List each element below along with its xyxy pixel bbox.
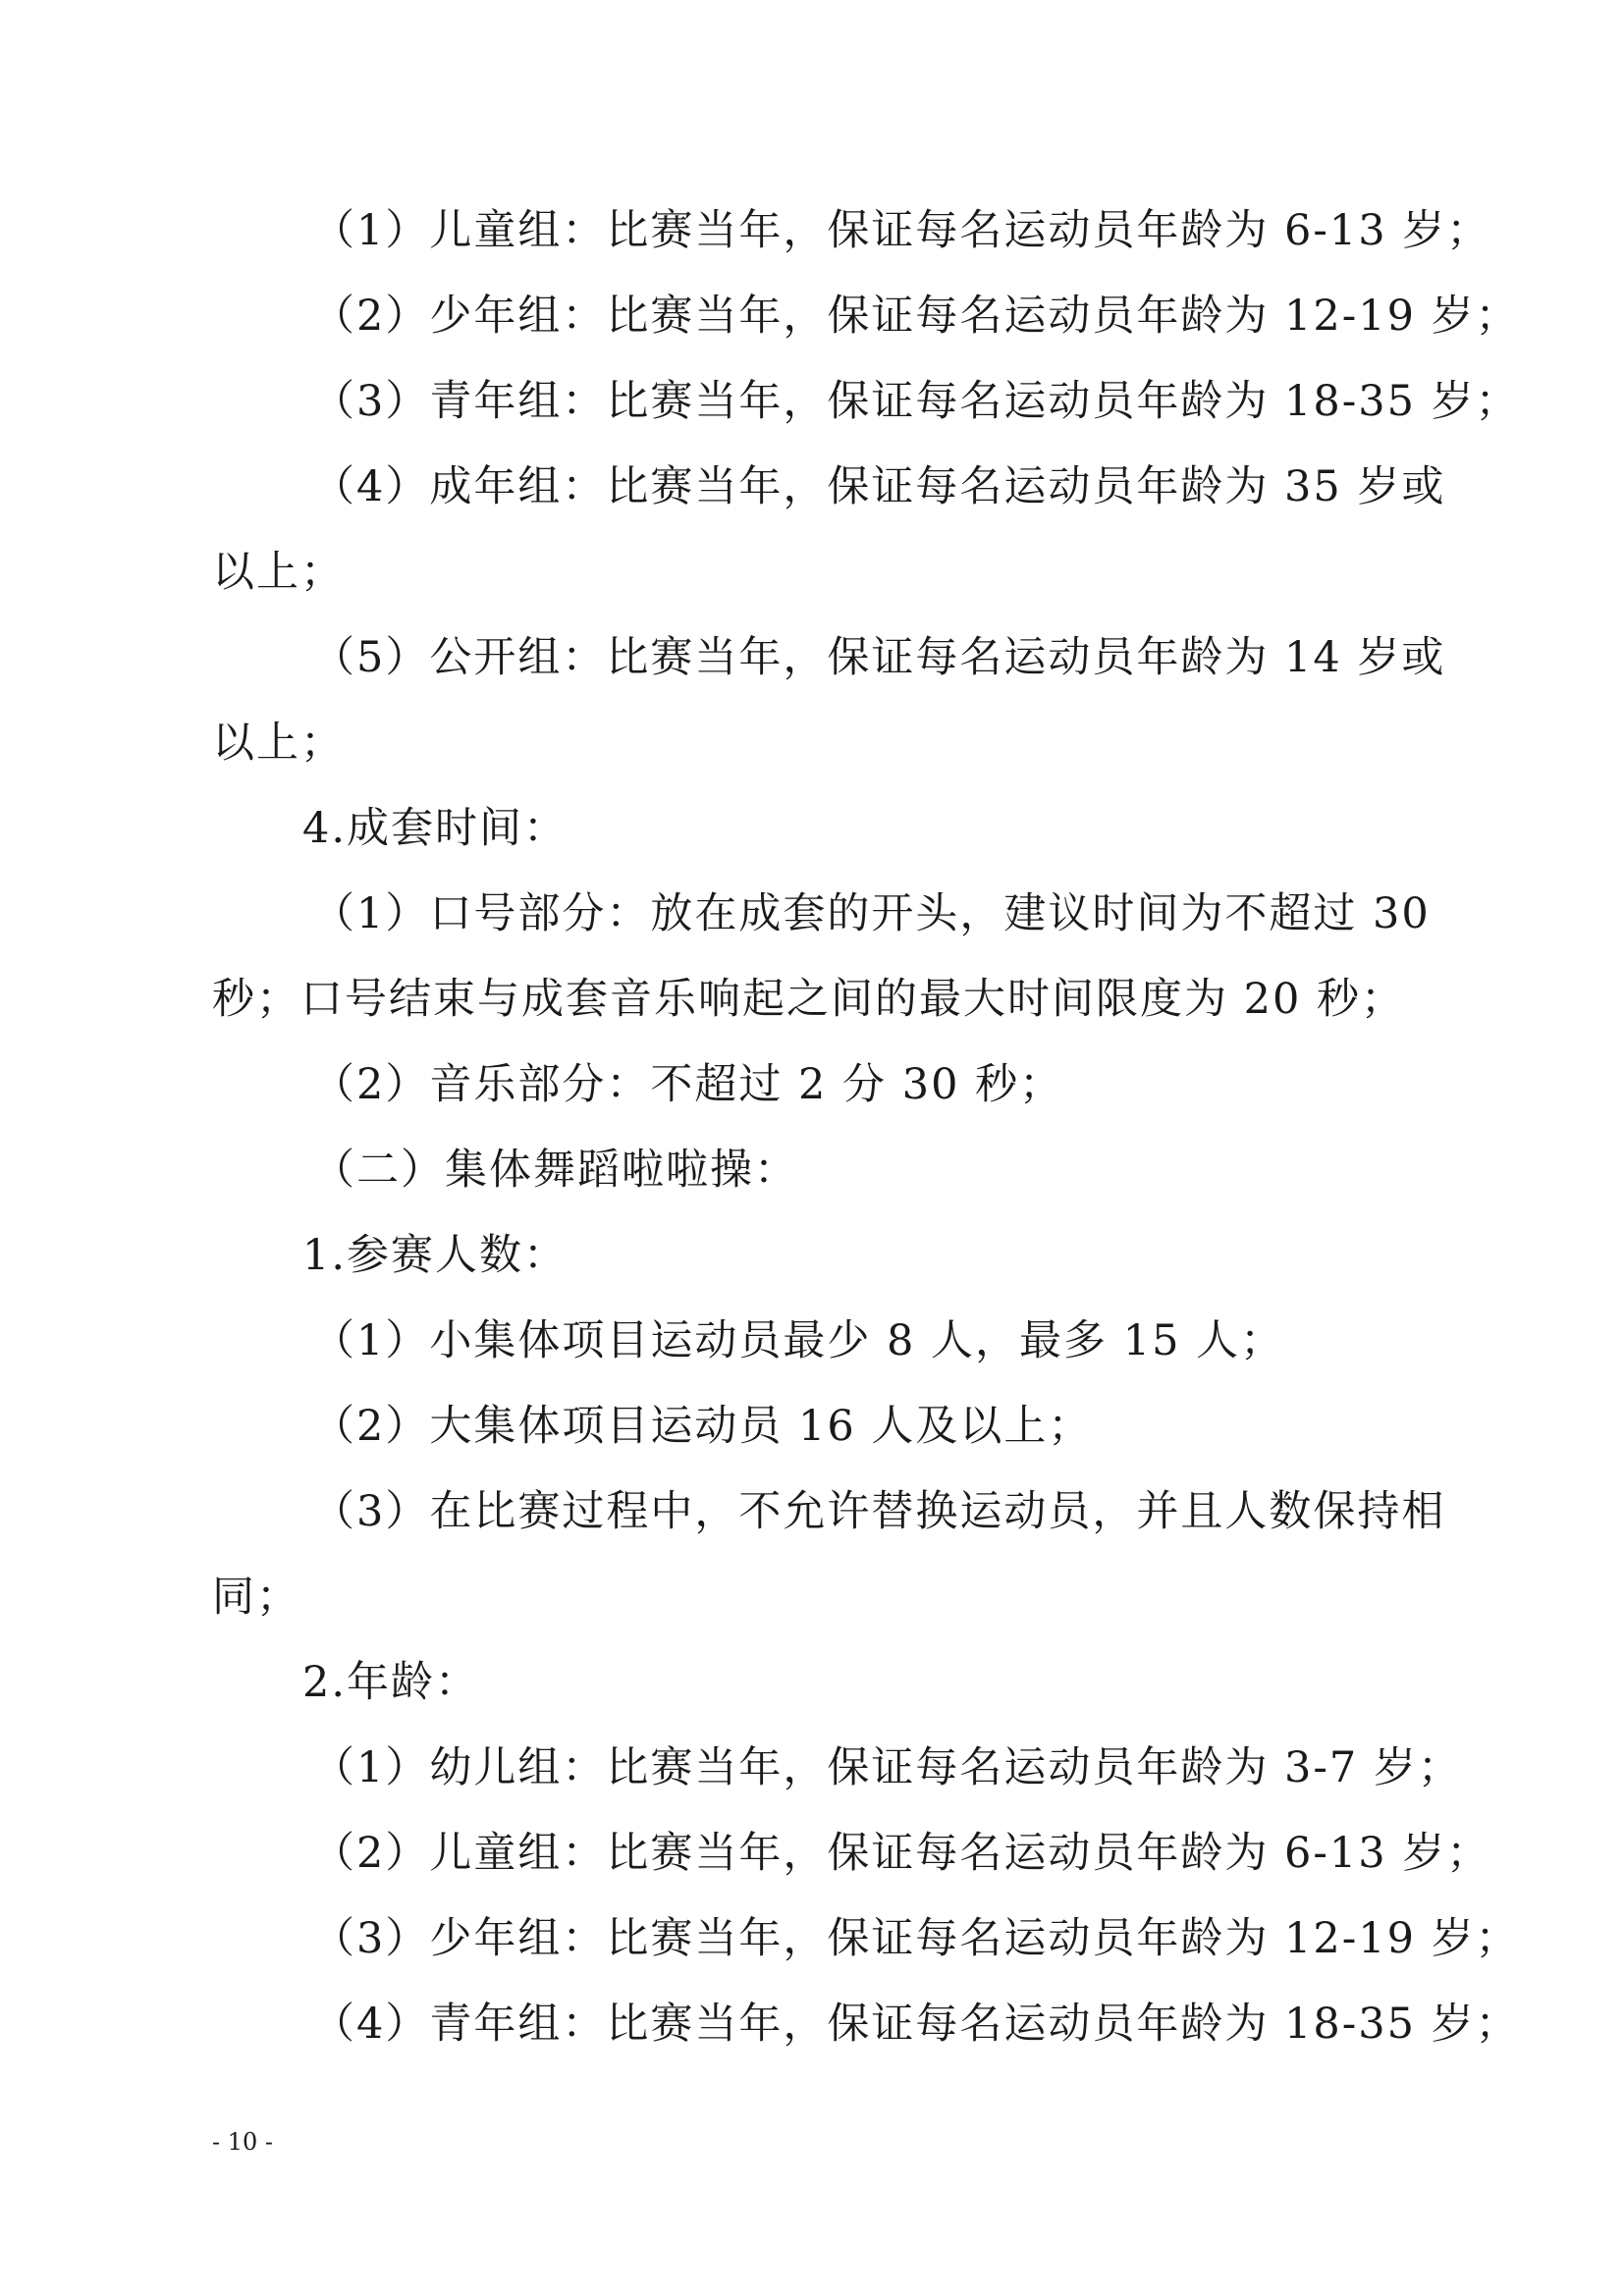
text-line-open-age-cont: 以上； [212, 719, 345, 768]
text-line-preschool-age: （1）幼儿组：比赛当年，保证每名运动员年龄为 3-7 岁； [312, 1743, 1462, 1792]
text-line-small-group: （1）小集体项目运动员最少 8 人，最多 15 人； [312, 1316, 1285, 1365]
text-line-large-group: （2）大集体项目运动员 16 人及以上； [312, 1402, 1093, 1451]
text-line-no-substitution: （3）在比赛过程中，不允许替换运动员，并且人数保持相 [312, 1487, 1446, 1536]
heading-routine-time: 4.成套时间： [302, 804, 568, 853]
heading-group-dance-cheer: （二）集体舞蹈啦啦操： [312, 1146, 798, 1195]
text-line-open-age: （5）公开组：比赛当年，保证每名运动员年龄为 14 岁或 [312, 633, 1446, 682]
page-number: - 10 - [212, 2128, 274, 2156]
text-line-chant-section-cont: 秒；口号结束与成套音乐响起之间的最大时间限度为 20 秒； [212, 975, 1406, 1024]
heading-participant-count: 1.参赛人数： [302, 1231, 568, 1280]
text-line-youth-age: （3）青年组：比赛当年，保证每名运动员年龄为 18-35 岁； [312, 377, 1520, 426]
text-line-adult-age-cont: 以上； [212, 548, 345, 597]
text-line-children-age: （2）儿童组：比赛当年，保证每名运动员年龄为 6-13 岁； [312, 1829, 1491, 1878]
text-line-adult-age: （4）成年组：比赛当年，保证每名运动员年龄为 35 岁或 [312, 462, 1446, 511]
heading-age: 2.年龄： [302, 1658, 480, 1707]
text-line-juvenile-age-2: （3）少年组：比赛当年，保证每名运动员年龄为 12-19 岁； [312, 1914, 1520, 1963]
text-line-juvenile-age: （2）少年组：比赛当年，保证每名运动员年龄为 12-19 岁； [312, 292, 1520, 341]
text-line-junior-children-age: （1）儿童组：比赛当年，保证每名运动员年龄为 6-13 岁； [312, 206, 1491, 255]
text-line-no-substitution-cont: 同； [212, 1573, 300, 1622]
text-line-music-section: （2）音乐部分：不超过 2 分 30 秒； [312, 1060, 1064, 1109]
text-line-chant-section: （1）口号部分：放在成套的开头，建议时间为不超过 30 [312, 889, 1431, 938]
text-line-youth-age-2: （4）青年组：比赛当年，保证每名运动员年龄为 18-35 岁； [312, 2000, 1520, 2049]
